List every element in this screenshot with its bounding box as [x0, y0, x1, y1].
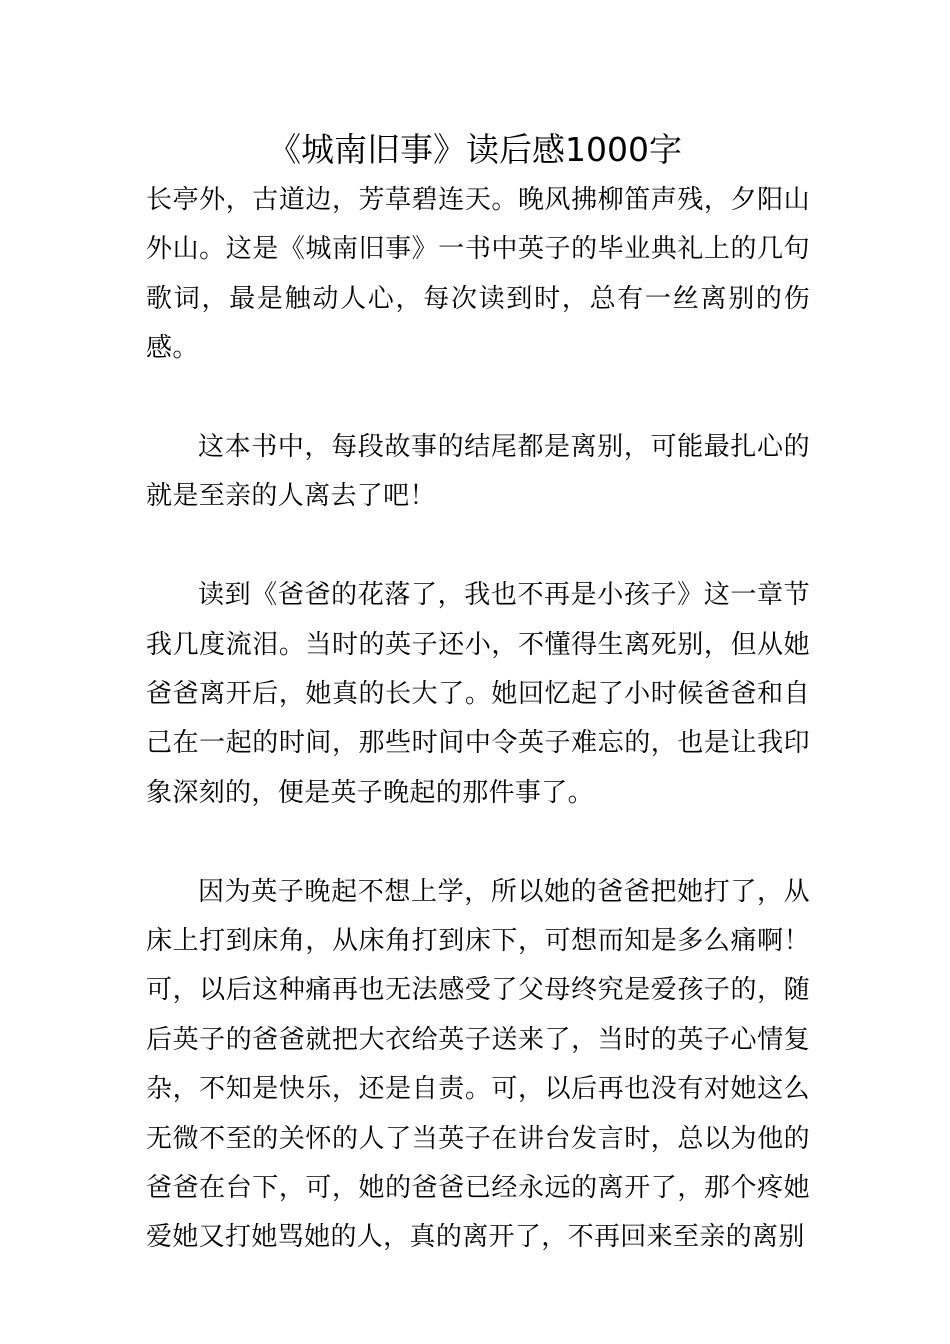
document-body — [146, 176, 810, 1263]
paragraph-late-rising: 因为英子晚起不想上学，所以她的爸爸把她打了，从床上打到床角，从床角打到床下，可想而知是多么痛啊！可，以后这种痛再也无法感受了父母终究是爱孩子的，随后英子的爸爸就把大衣给英子送来了，当时的英子心情复杂，不知是快乐，还是自责。可，以后再也没有对她这么无微不至的关怀的人了当英子在讲台发言时，总以为他的爸爸在台下，可，她的爸爸已经永远的离开了，那个疼她爱她又打她骂她的人，真的离开了，不再回来至亲的离别 — [146, 876, 810, 1253]
paragraph-chapter-reading: 读到《爸爸的花落了，我也不再是小孩子》这一章节我几度流泪。当时的英子还小，不懂得生离死别，但从她爸爸离开后，她真的长大了。她回忆起了小时候爸爸和自己在一起的时间，那些时间中令英子难忘的，也是让我印象深刻的，便是英子晚起的那件事了。 — [146, 580, 810, 808]
paragraph-opening: 长亭外，古道边，芳草碧连天。晚风拂柳笛声残，夕阳山外山。这是《城南旧事》一书中英子的毕业典礼上的几句歌词，最是触动人心，每次读到时，总有一丝离别的伤感。 — [146, 185, 810, 364]
paragraph-parting: 这本书中，每段故事的结尾都是离别，可能最扎心的就是至亲的人离去了吧！ — [146, 432, 810, 512]
document-title: 《城南旧事》读后感1000字 — [268, 130, 682, 169]
